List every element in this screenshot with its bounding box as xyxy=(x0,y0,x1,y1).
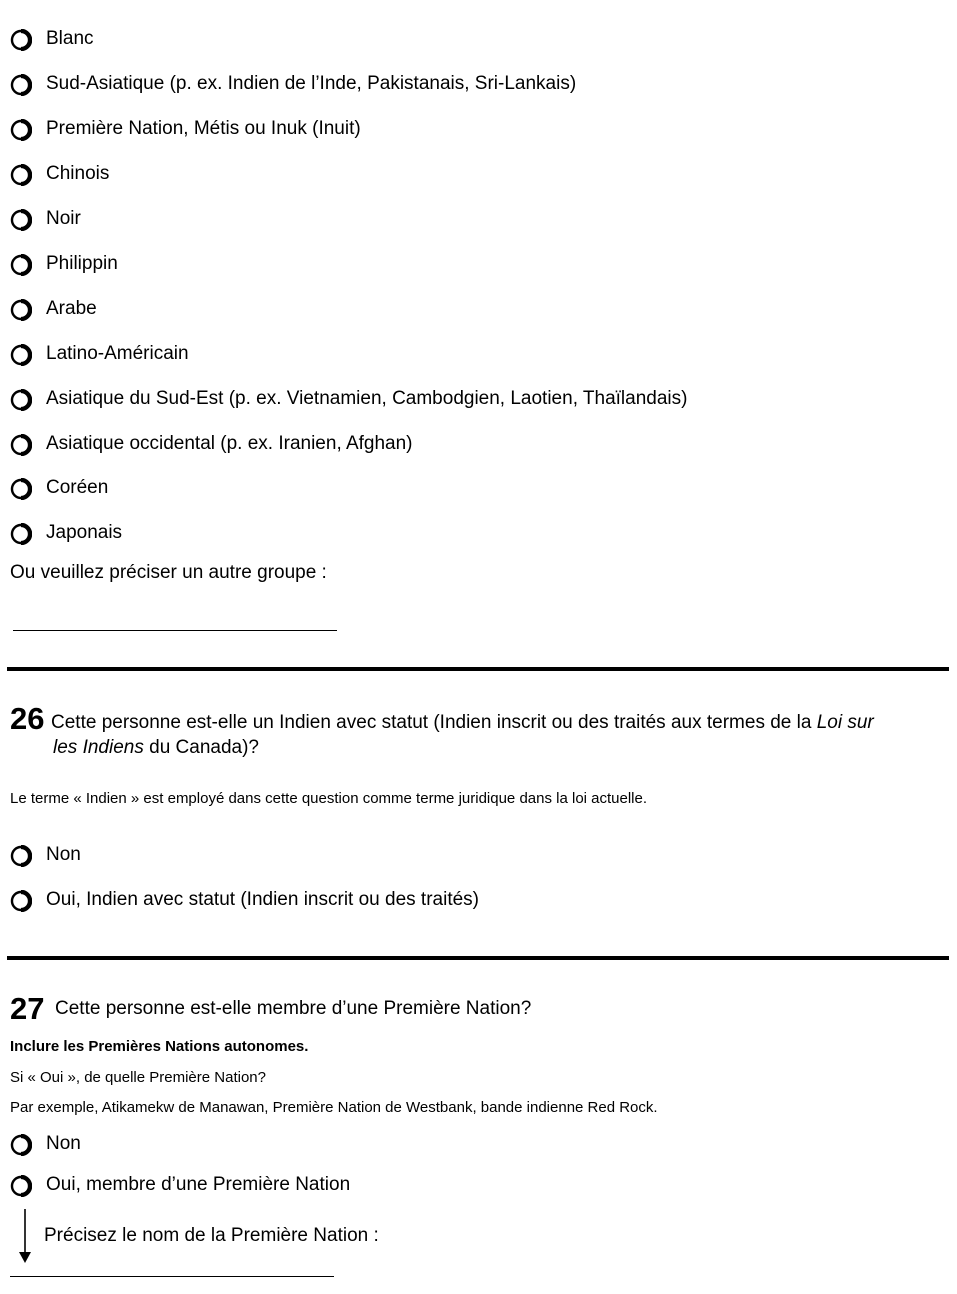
q25-option[interactable] xyxy=(10,161,109,187)
radio-button-icon[interactable] xyxy=(10,119,30,139)
q26-question-part2: du Canada)? xyxy=(143,737,259,758)
q27-option[interactable] xyxy=(10,1172,350,1198)
q27-number: 27 xyxy=(10,991,45,1026)
q25-other-input[interactable] xyxy=(13,630,337,631)
q25-option[interactable] xyxy=(10,296,97,322)
q26-question-line2 xyxy=(53,735,933,760)
q26-option-label: Oui, Indien avec statut (Indien inscrit ou des traités) xyxy=(46,889,479,910)
radio-button-icon[interactable] xyxy=(10,254,30,274)
q27-note-if: Si « Oui », de quelle Première Nation? xyxy=(10,1069,266,1086)
q25-option-label: Arabe xyxy=(46,298,97,319)
q25-option-label: Latino-Américain xyxy=(46,343,189,364)
radio-button-icon[interactable] xyxy=(10,29,30,49)
q25-option[interactable] xyxy=(10,206,81,232)
q27-option[interactable] xyxy=(10,1131,81,1157)
q26-option-label: Non xyxy=(46,844,81,865)
q25-option[interactable] xyxy=(10,475,108,501)
radio-button-icon[interactable] xyxy=(10,434,30,454)
q26-number: 26 xyxy=(10,701,45,736)
radio-button-icon[interactable] xyxy=(10,74,30,94)
q26-option[interactable] xyxy=(10,887,479,913)
q25-option-label: Première Nation, Métis ou Inuk (Inuit) xyxy=(46,118,361,139)
q25-option[interactable] xyxy=(10,520,122,546)
radio-button-icon[interactable] xyxy=(10,209,30,229)
q25-option-label: Coréen xyxy=(46,477,109,498)
q25-option-label: Chinois xyxy=(46,163,110,184)
section-divider xyxy=(7,667,949,671)
arrow-down-icon xyxy=(16,1209,34,1265)
radio-button-icon[interactable] xyxy=(10,890,30,910)
q26-question xyxy=(51,710,931,735)
radio-button-icon[interactable] xyxy=(10,478,30,498)
q25-option-label: Asiatique occidental (p. ex. Iranien, Afghan) xyxy=(46,433,413,454)
q27-option-label: Non xyxy=(46,1133,81,1154)
radio-button-icon[interactable] xyxy=(10,1134,30,1154)
q25-option-label: Philippin xyxy=(46,253,118,274)
q26-question-italic2: les Indiens xyxy=(53,737,144,758)
q25-option[interactable] xyxy=(10,251,118,277)
radio-button-icon[interactable] xyxy=(10,845,30,865)
q27-specify-label: Précisez le nom de la Première Nation : xyxy=(44,1225,379,1246)
q27-option-label: Oui, membre d’une Première Nation xyxy=(46,1174,351,1195)
q27-note-example: Par exemple, Atikamekw de Manawan, Première Nation de Westbank, bande indienne Red Rock. xyxy=(10,1099,658,1116)
q25-other-label: Ou veuillez préciser un autre groupe : xyxy=(10,562,327,583)
q25-option[interactable] xyxy=(10,71,576,97)
radio-button-icon[interactable] xyxy=(10,1175,30,1195)
q26-note: Le terme « Indien » est employé dans cette question comme terme juridique dans la loi actuelle. xyxy=(10,790,648,807)
radio-button-icon[interactable] xyxy=(10,389,30,409)
q27-question: Cette personne est-elle membre d’une Première Nation? xyxy=(55,998,532,1019)
radio-button-icon[interactable] xyxy=(10,523,30,543)
q26-question-italic1: Loi sur xyxy=(816,712,874,733)
radio-button-icon[interactable] xyxy=(10,299,30,319)
radio-button-icon[interactable] xyxy=(10,164,30,184)
q25-option[interactable] xyxy=(10,341,189,367)
q27-specify-input[interactable] xyxy=(10,1276,334,1277)
q25-option[interactable] xyxy=(10,116,361,142)
section-divider xyxy=(7,956,949,960)
q25-option[interactable] xyxy=(10,431,413,457)
radio-button-icon[interactable] xyxy=(10,344,30,364)
q26-option[interactable] xyxy=(10,842,81,868)
q25-option-label: Blanc xyxy=(46,28,94,49)
q25-option-label: Japonais xyxy=(46,522,123,543)
q25-option-label: Asiatique du Sud-Est (p. ex. Vietnamien, Cambodgien, Laotien, Thaïlandais) xyxy=(46,388,688,409)
q27-note-bold: Inclure les Premières Nations autonomes. xyxy=(10,1038,309,1055)
q25-option[interactable] xyxy=(10,386,687,412)
q25-option-label: Sud-Asiatique (p. ex. Indien de l’Inde, Pakistanais, Sri-Lankais) xyxy=(46,73,577,94)
q25-option[interactable] xyxy=(10,26,94,52)
q25-option-label: Noir xyxy=(46,208,81,229)
q26-question-part1: Cette personne est-elle un Indien avec statut (Indien inscrit ou des traités aux termes de la xyxy=(51,712,817,733)
